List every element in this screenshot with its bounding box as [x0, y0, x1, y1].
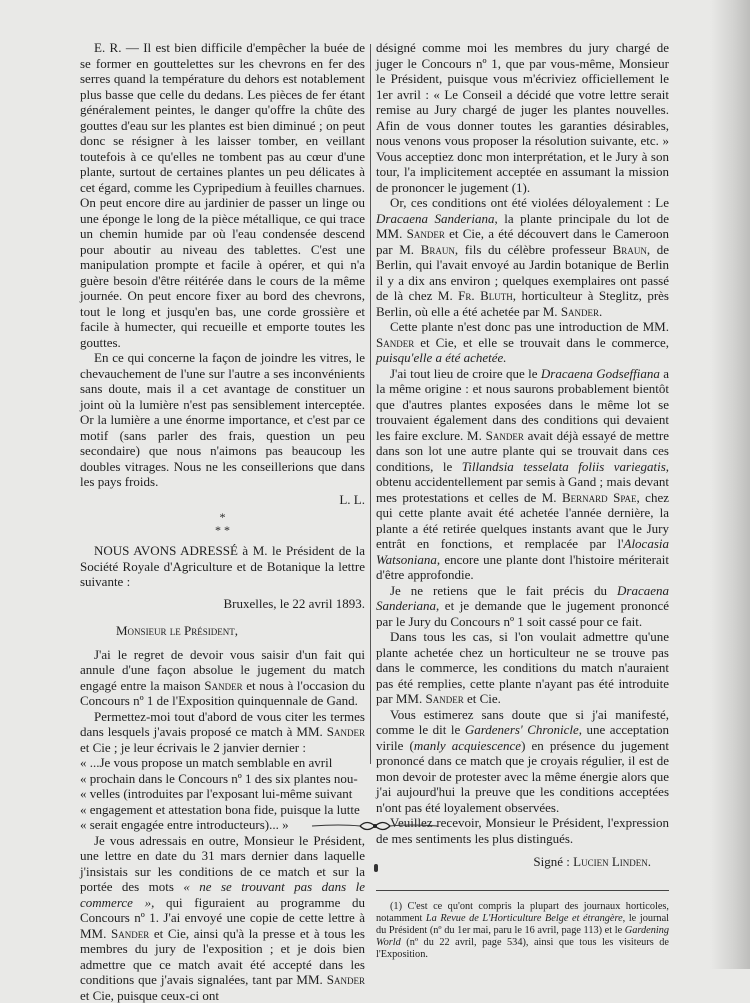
italic-text-run: Dracaena Sanderiana	[376, 211, 494, 226]
text-run: , le journal du Président (nº du 1er mai, paru le 16 avril, page 113) et le	[376, 913, 669, 936]
letter-intro	[80, 543, 365, 590]
asterism-separator	[80, 511, 365, 537]
text-run: et Cie ; je leur écrivais le 2 janvier dernier :	[80, 740, 306, 755]
asterism-top: *	[80, 511, 365, 524]
paragraph	[80, 543, 365, 590]
quote-line: « engagement et attestation bona fide, puisque la lutte	[80, 802, 365, 818]
italic-text-run: Tillandsia tesselata foliis variegatis	[462, 459, 666, 474]
text-run: et nous à l'occasion du Concours nº 1 de l'Exposition quinquennale de Gand.	[80, 678, 365, 709]
small-caps-text-run: Braun	[613, 242, 647, 257]
text-run: et Cie, a été découvert dans le Cameroon par M.	[376, 226, 669, 257]
italic-text-run: manly acquiescence	[414, 738, 521, 753]
paragraph	[80, 350, 365, 490]
text-run: Veuillez recevoir, Monsieur le Président, l'expression de mes sentiments les plus distingués.	[376, 815, 669, 846]
letter-body-3	[376, 195, 669, 846]
italic-text-run: puisqu'elle a été achetée.	[376, 350, 507, 365]
tailpiece-ornament-icon	[310, 818, 440, 834]
text-run: J'ai le regret de devoir vous saisir d'un fait qui annule d'une façon absolue le jugement du match engagé entre la maison	[80, 647, 365, 693]
paragraph	[376, 707, 669, 816]
text-run: Vous estimerez sans doute que si j'ai manifesté, comme le dit le	[376, 707, 669, 738]
footnote-rule	[376, 890, 669, 891]
small-caps-text-run: Braun	[421, 242, 455, 257]
text-run: , fils du célèbre professeur	[455, 242, 613, 257]
small-caps-text-run: Bernard Spae	[562, 490, 637, 505]
small-caps-text-run: Fr. Bluth	[458, 288, 513, 303]
text-run: Or, ces conditions ont été violées déloyalement : Le	[390, 195, 669, 210]
small-caps-text-run: Sander	[407, 226, 445, 241]
paragraph-continuation	[376, 40, 669, 195]
text-run: et Cie.	[464, 691, 501, 706]
text-run: , horticulteur à Steglitz, près Berlin, où elle a été achetée par M.	[376, 288, 669, 319]
initials-signature: L. L.	[80, 492, 365, 508]
quote-line: « velles (introduites par l'exposant lui-même suivant	[80, 786, 365, 802]
italic-text-run: Dracaena Sanderiana	[376, 583, 669, 614]
text-run: , chez qui cette plante avait été achetée l'année dernière, la plante a été retirée quelques instants avant que le Jury entrât en fonctions, et remplacée par l'	[376, 490, 669, 552]
text-run: , de Berlin, qui l'avait envoyé au Jardin botanique de Berlin il y a dix ans environ ; quelques exemplaires ont passé de là chez M.	[376, 242, 669, 304]
small-caps-text-run: Sander	[327, 972, 365, 987]
letter-body-1	[80, 647, 365, 756]
text-run: En ce qui concerne la façon de joindre les vitres, le chevauchement de l'une sur l'autre a ses inconvénients sans doute, mais il a cet avantage de constituer un joint où la lumière n'est pas sensiblement interceptée. Or la lumière a une énorme importance, et c'est par ce motif (sans parler des frais, question un peu secondaire) que nous n'aimons pas beaucoup les doubles vitrages. Nous ne les conseillerions que dans les pays froids.	[80, 350, 365, 489]
text-run: , la plante principale du lot de MM.	[376, 211, 669, 242]
paragraph	[376, 583, 669, 630]
text-run: (1) C'est ce qu'ont compris la plupart des journaux horticoles, notamment	[376, 901, 669, 924]
text-run: a la même origine : et nous saurons probablement bientôt que d'autres plantes exposées dans le même lot se trouvaient également dans des conditions qui devaient les faire exclure. M.	[376, 366, 669, 443]
text-run: J'ai tout lieu de croire que le	[390, 366, 541, 381]
small-caps-text-run: Sander	[111, 926, 149, 941]
letter-date: Bruxelles, le 22 avril 1893.	[80, 596, 365, 612]
text-run: (nº du 22 avril, page 534), ainsi que tous les visiteurs de l'Exposition.	[376, 937, 669, 960]
quote-line: « serait engagée entre introducteurs)... »	[80, 817, 365, 833]
small-caps-text-run: Sander	[425, 691, 463, 706]
text-run: E. R. — Il est bien difficile d'empêcher la buée de se former en gouttelettes sur les chevrons en fer des serres quand la température du dehors est notablement plus basse que celle du dedans. Les pièces de fer étant généralement peintes, le danger qu'offre la chûte des gouttes d'eau sur les plantes est bien diminué ; on peut donc se résigner à les laisser tomber, en veillant toutefois à ce qu'elles ne tombent pas au cœur d'une plante, surtout de certaines plantes un peu délicates à cet égard, comme les Cypripedium à feuilles charnues. On peut encore dire au jardinier de passer un linge ou une éponge le long de la pièce métallique, ce qui trace un chemin humide par où l'eau condensée descend pour aboutir au niveau des tablettes. C'est une manipulation prompte et facile à opérer, et qui n'a guère besoin d'être réitérée dans le cours de la même journée. On peut encore fixer au bord des chevrons, tout le long et jusqu'en bas, une corde grossière et facile à humecter, qui recueille et emporte toutes les gouttes.	[80, 40, 365, 350]
letter-body-2	[80, 833, 365, 1003]
text-run: ) en présence du jugement prononcé dans ce match que je croyais régulier, il est de mon devoir de protester avec la même énergie alors que j'ai aujourd'hui la preuve que les conditions acceptées n'ont pas été loyalement observées.	[376, 738, 669, 815]
text-run: désigné comme moi les membres du jury chargé de juger le Concours nº 1, que par vous-même, Monsieur le Président, puisque vous m'écriviez officiellement le 1er avril : « Le Conseil a décidé que votre lettre serait remise au Jury chargé de juger les plantes nouvelles. Afin de vous donner toutes les garanties désirables, nous venons vous proposer la résolution suivante, etc. » Vous acceptiez donc mon interprétation, et le Jury à son tour, l'a implicitement acceptée en assumant la mission de prononcer le jugement (1).	[376, 40, 669, 195]
text-run: Je vous adressais en outre, Monsieur le Président, une lettre en date du 31 mars dernier dans laquelle j'insistais sur les conditions de ce match et sur la portée des mots	[80, 833, 365, 895]
text-run: à M. le Président de la Société Royale d'Agriculture et de Botanique la lettre suivante :	[80, 543, 365, 589]
text-run: et Cie, et elle se trouvait dans le commerce,	[414, 335, 669, 350]
text-run: et Cie, puisque ceux-ci ont	[80, 988, 219, 1003]
italic-text-run: Alocasia Watsoniana	[376, 536, 669, 567]
quote-line: « prochain dans le Concours nº 1 des six plantes nou-	[80, 771, 365, 787]
small-caps-text-run: Sander	[204, 678, 242, 693]
italic-text-run: Gardening World	[376, 925, 669, 948]
small-caps-text-run: Sander	[327, 724, 365, 739]
paragraph	[80, 833, 365, 1003]
text-run: avait déjà essayé de mettre dans son lot une autre plante qui se trouvait dans ces conditions, le	[376, 428, 669, 474]
letter-signature	[376, 854, 651, 870]
text-run: , obtenu accidentellement par semis à Gand ; mais devant mes protestations et celles de M.	[376, 459, 669, 505]
text-run: .	[599, 304, 602, 319]
italic-text-run: Dracaena Godseffiana	[541, 366, 660, 381]
small-caps-text-run: Sander	[486, 428, 524, 443]
asterism-bottom: * *	[80, 524, 365, 537]
text-run: Permettez-moi tout d'abord de vous citer les termes dans lesquels j'avais proposé ce match à MM.	[80, 709, 365, 740]
italic-text-run: Gardeners' Chronicle	[465, 722, 579, 737]
text-run: , et je demande que le jugement prononcé par le Jury du Concours nº 1 soit cassé pour ce fait.	[376, 598, 669, 629]
paragraph	[376, 629, 669, 707]
footnote	[376, 901, 669, 961]
text-run: , encore une plante dont l'histoire mériterait d'être approfondie.	[376, 552, 669, 583]
answer-section	[80, 40, 365, 490]
signature-prefix: Signé :	[533, 854, 573, 869]
signature-name: Lucien Linden.	[573, 854, 651, 869]
italic-text-run: La Revue de L'Horticulture Belge et étrangère	[426, 913, 623, 924]
letter-salutation: Monsieur le Président,	[116, 623, 365, 639]
text-run: Cette plante n'est donc pas une introduction de MM.	[390, 319, 669, 334]
scan-page-edge	[710, 0, 750, 969]
quote-line: « ...Je vous propose un match semblable en avril	[80, 755, 365, 771]
printer-mark	[374, 864, 378, 872]
paragraph	[80, 647, 365, 709]
left-column	[80, 40, 365, 1003]
paragraph	[376, 195, 669, 319]
small-caps-text-run: Sander	[561, 304, 599, 319]
small-caps-text-run: NOUS AVONS ADRESSÉ	[94, 543, 238, 558]
text-run: , une acceptation virile (	[376, 722, 669, 753]
paragraph	[80, 40, 365, 350]
paragraph	[80, 709, 365, 756]
text-run: Je ne retiens que le fait précis du	[390, 583, 617, 598]
small-caps-text-run: Sander	[376, 335, 414, 350]
text-run: et Cie, ainsi qu'à la presse et à tous les membres du jury de l'exposition ; et je dois bien admettre que ce match avait été accepté dans les conditions que j'avais signalées, tant par MM.	[80, 926, 365, 988]
italic-text-run: « ne se trouvant pas dans le commerce »	[80, 879, 365, 910]
paragraph	[376, 366, 669, 583]
text-run: Dans tous les cas, si l'on voulait admettre qu'une plante achetée chez un horticulteur ne se trouve pas dans le commerce, les conditions du match n'auraient pas été remplies, cette plante n'ayant pas été introduite par MM.	[376, 629, 669, 706]
text-run: , qui figuraient au programme du Concours nº 1. J'ai envoyé une copie de cette lettre à MM.	[80, 895, 365, 941]
column-divider	[370, 44, 371, 764]
paragraph	[376, 319, 669, 366]
